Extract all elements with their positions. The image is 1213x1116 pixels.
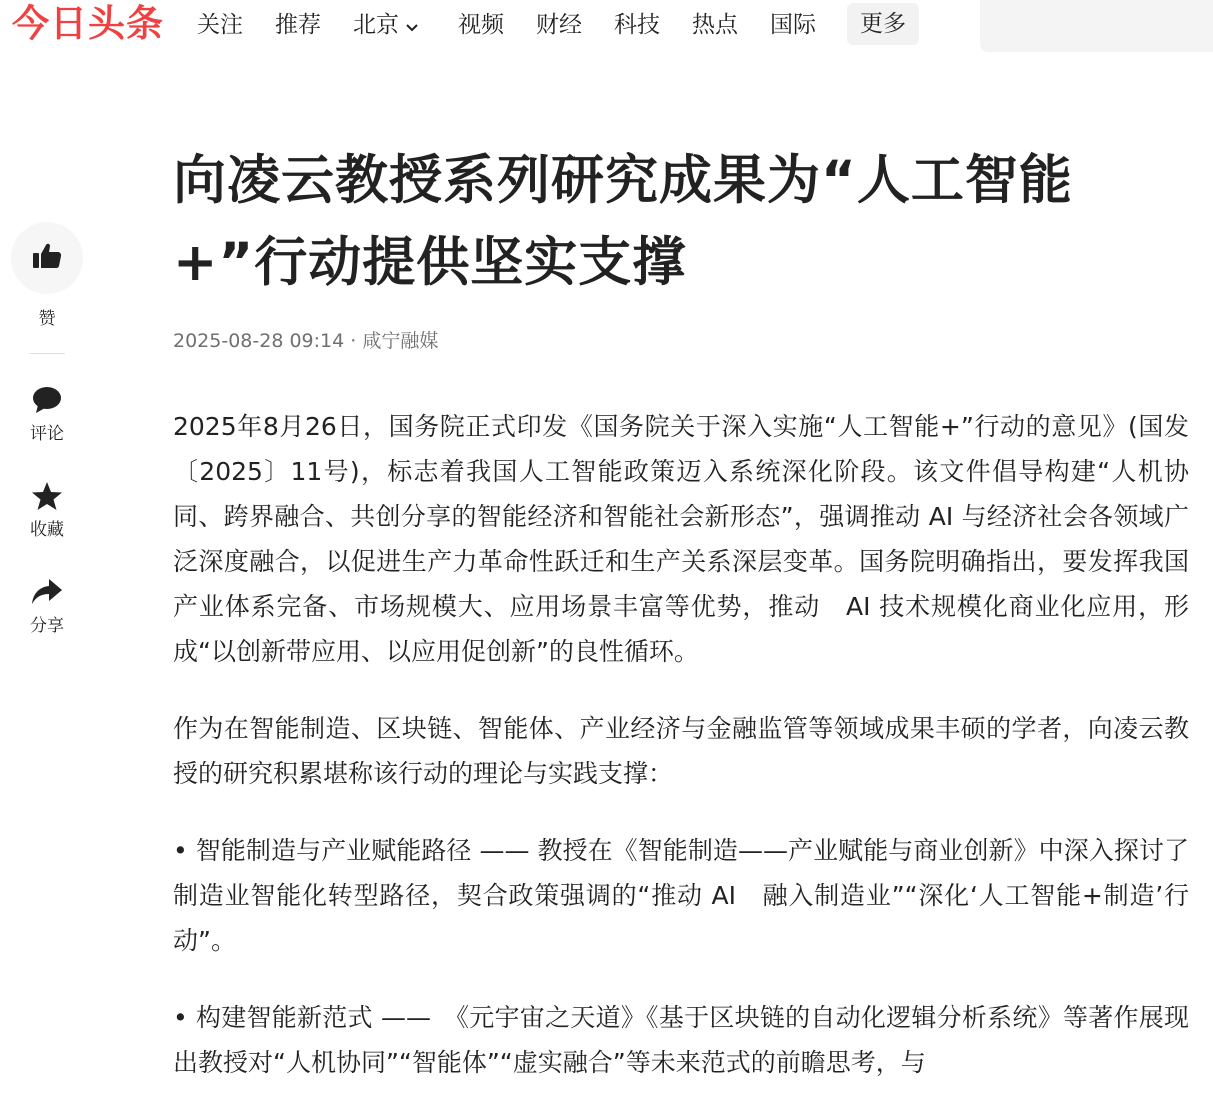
rail-divider (29, 353, 65, 354)
share-icon (31, 577, 63, 607)
nav-item-recommend[interactable]: 推荐 (275, 12, 321, 38)
nav-item-finance[interactable]: 财经 (536, 12, 582, 38)
favorite-label: 收藏 (30, 520, 64, 540)
article-meta: 2025-08-28 09:14 · 咸宁融媒 (173, 330, 439, 352)
article-paragraph: • 构建智能新范式 —— 《元宇宙之天道》《基于区块链的自动化逻辑分析系统》等著作展现出教授对“人机协同”“智能体”“虚实融合”等未来范式的前瞻思考，与 (173, 1003, 1189, 1077)
thumbs-up-icon (32, 242, 62, 274)
comment-label: 评论 (30, 424, 64, 444)
nav-item-location-label: 北京 (353, 12, 399, 38)
nav-more-button[interactable]: 更多 (847, 3, 919, 45)
share-label: 分享 (30, 616, 64, 636)
nav-item-tech[interactable]: 科技 (614, 12, 660, 38)
article-paragraph: 2025年8月26日，国务院正式印发《国务院关于深入实施“人工智能+”行动的意见》(国发〔2025〕11号)，标志着我国人工智能政策迈入系统深化阶段。该文件倡导构建“人机协同、跨界融合、共创分享的智能经济和智能社会新形态”，强调推动 AI 与经济社会各领域广泛深度融合，以促进生产力革命性跃迁和生产关系深层变革。国务院明确指出，要发挥我国产业体系完备、市场规模大、应用场景丰富等优势，推动 AI 技术规模化商业化应用，形成“以创新带应用、以应用促创新”的良性循环。 (173, 412, 1189, 666)
comment-icon (31, 385, 63, 415)
nav-item-hot[interactable]: 热点 (692, 12, 738, 38)
search-box[interactable] (980, 0, 1213, 52)
article-paragraph: • 智能制造与产业赋能路径 —— 教授在《智能制造——产业赋能与商业创新》中深入探讨了制造业智能化转型路径，契合政策强调的“推动 AI 融入制造业”“深化‘人工智能+制造’行动”。 (173, 836, 1189, 955)
like-button[interactable] (11, 222, 83, 294)
nav-item-location[interactable] (353, 8, 419, 42)
article (173, 140, 1193, 1077)
nav-item-follow[interactable]: 关注 (197, 12, 243, 38)
toutiao-logo[interactable]: 今日头条 (12, 2, 164, 45)
article-paragraph: 作为在智能制造、区块链、智能体、产业经济与金融监管等领域成果丰硕的学者，向凌云教授的研究积累堪称该行动的理论与实践支撑： (173, 714, 1189, 788)
like-label: 赞 (38, 309, 56, 329)
chevron-down-icon (405, 9, 419, 43)
nav-item-international[interactable]: 国际 (770, 12, 816, 38)
article-title: 向凌云教授系列研究成果为“人工智能+”行动提供坚实支撑 (173, 150, 1073, 293)
article-body (173, 404, 1189, 1116)
nav-item-video[interactable]: 视频 (458, 12, 504, 38)
star-icon (31, 481, 63, 511)
top-navigation-bar (0, 0, 1213, 54)
